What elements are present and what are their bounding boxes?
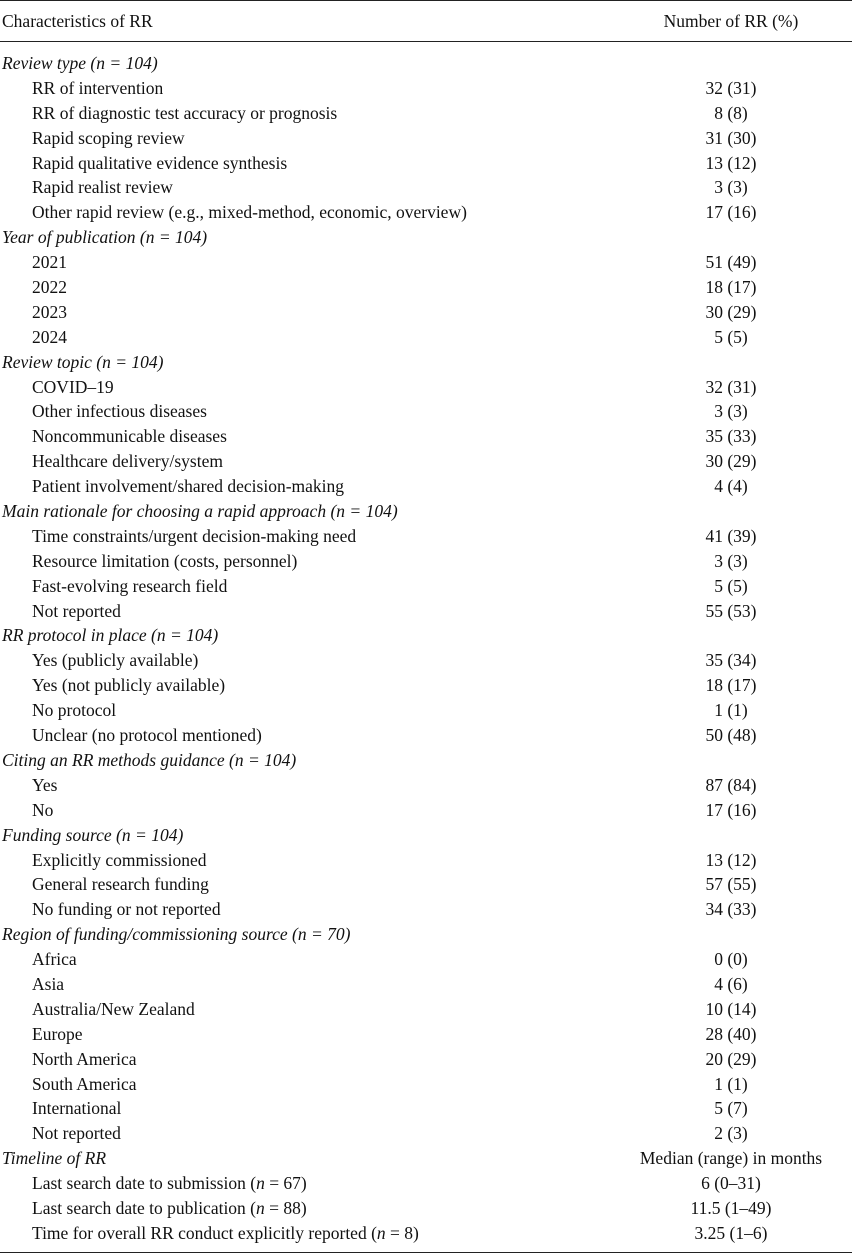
- table-row: [0, 1221, 852, 1246]
- row-value: 57 (55): [705, 874, 757, 895]
- row-value: 13 (12): [705, 849, 757, 870]
- table-row: [0, 76, 852, 101]
- table-row: [0, 574, 852, 599]
- table-row: [0, 673, 852, 698]
- row-label: Patient involvement/shared decision-making: [32, 476, 345, 497]
- section-label: RR protocol in place (n = 104): [2, 625, 219, 646]
- row-label: Australia/New Zealand: [32, 998, 195, 1019]
- row-value: 3.25 (1–6): [694, 1222, 768, 1243]
- row-value: 5 (7): [714, 1098, 748, 1119]
- table-row: [0, 1072, 852, 1097]
- row-label: General research funding: [32, 874, 209, 895]
- table-row: [0, 200, 852, 225]
- row-label: Not reported: [32, 1123, 121, 1144]
- row-value: 50 (48): [705, 725, 757, 746]
- table-bottom-rule: [0, 1252, 852, 1253]
- table-section-row: [0, 922, 852, 947]
- section-label: Review topic (n = 104): [2, 351, 164, 372]
- table-row: [0, 997, 852, 1022]
- row-value: 31 (30): [705, 127, 757, 148]
- row-value: 30 (29): [705, 451, 757, 472]
- table-section-row: [0, 1146, 852, 1171]
- row-value: 32 (31): [705, 77, 757, 98]
- table-row: [0, 1096, 852, 1121]
- row-value: 17 (16): [705, 202, 757, 223]
- table-row: [0, 1047, 852, 1072]
- row-value: 20 (29): [705, 1048, 757, 1069]
- row-value: 10 (14): [705, 998, 757, 1019]
- table-section-row: [0, 748, 852, 773]
- row-value: 32 (31): [705, 376, 757, 397]
- row-label: Rapid realist review: [32, 177, 173, 198]
- table-top-rule: [0, 0, 852, 1]
- row-label: Fast-evolving research field: [32, 575, 228, 596]
- row-value: 13 (12): [705, 152, 757, 173]
- table-section-row: [0, 823, 852, 848]
- row-value: 51 (49): [705, 252, 757, 273]
- table-row: [0, 897, 852, 922]
- section-label: Citing an RR methods guidance (n = 104): [2, 749, 297, 770]
- row-label: Yes: [32, 774, 58, 795]
- table-row: [0, 1121, 852, 1146]
- row-label: Time constraints/urgent decision-making need: [32, 525, 357, 546]
- row-label: Time for overall RR conduct explicitly reported (n = 8): [32, 1222, 419, 1243]
- table-row: [0, 474, 852, 499]
- table-row: [0, 972, 852, 997]
- row-label: Rapid qualitative evidence synthesis: [32, 152, 288, 173]
- table-row: [0, 1196, 852, 1221]
- row-label: Noncommunicable diseases: [32, 426, 227, 447]
- table-body: [0, 51, 852, 1246]
- row-value: 2 (3): [714, 1123, 748, 1144]
- row-value: 41 (39): [705, 525, 757, 546]
- table-row: [0, 698, 852, 723]
- row-value: 55 (53): [705, 600, 757, 621]
- table-row: [0, 599, 852, 624]
- row-value: 6 (0–31): [701, 1173, 761, 1194]
- row-label: Last search date to submission (n = 67): [32, 1173, 307, 1194]
- table-row: [0, 300, 852, 325]
- table-section-row: [0, 51, 852, 76]
- section-label: Region of funding/commissioning source (n = 70): [2, 924, 351, 945]
- row-value: 8 (8): [714, 102, 748, 123]
- table-row: [0, 773, 852, 798]
- table-row: [0, 848, 852, 873]
- row-value: 11.5 (1–49): [690, 1197, 772, 1218]
- row-value: 35 (34): [705, 650, 757, 671]
- section-label: Review type (n = 104): [2, 53, 158, 73]
- row-value: 3 (3): [714, 401, 748, 422]
- row-value: 5 (5): [714, 326, 748, 347]
- table-row: [0, 250, 852, 275]
- row-label: Last search date to publication (n = 88): [32, 1197, 307, 1218]
- row-label: North America: [32, 1048, 137, 1069]
- row-label: Rapid scoping review: [32, 127, 185, 148]
- section-label: Timeline of RR: [2, 1148, 107, 1169]
- row-label: Not reported: [32, 600, 121, 621]
- table-row: [0, 524, 852, 549]
- table-row: [0, 648, 852, 673]
- row-label: Asia: [32, 973, 65, 994]
- table-row: [0, 723, 852, 748]
- row-value: 3 (3): [714, 177, 748, 198]
- row-label: 2022: [32, 277, 67, 298]
- table-row: [0, 399, 852, 424]
- row-label: No funding or not reported: [32, 899, 221, 920]
- row-label: 2024: [32, 326, 67, 347]
- table-row: [0, 275, 852, 300]
- table-row: [0, 325, 852, 350]
- row-value: 4 (6): [714, 973, 748, 994]
- section-label: Main rationale for choosing a rapid approach (n = 104): [2, 501, 398, 522]
- row-label: RR of intervention: [32, 77, 164, 98]
- row-value: 0 (0): [714, 949, 748, 970]
- row-label: South America: [32, 1073, 137, 1094]
- table-row: [0, 375, 852, 400]
- row-label: No protocol: [32, 700, 117, 721]
- row-label: Yes (publicly available): [32, 650, 199, 671]
- table-row: [0, 1022, 852, 1047]
- row-value: 1 (1): [714, 1073, 748, 1094]
- row-value: 35 (33): [705, 426, 757, 447]
- row-label: Explicitly commissioned: [32, 849, 207, 870]
- row-value: 18 (17): [705, 675, 757, 696]
- row-value: 5 (5): [714, 575, 748, 596]
- table-row: [0, 151, 852, 176]
- row-value: 87 (84): [705, 774, 757, 795]
- row-label: No: [32, 799, 54, 820]
- row-label: Resource limitation (costs, personnel): [32, 550, 298, 571]
- table-row: [0, 449, 852, 474]
- table-row: [0, 798, 852, 823]
- table-row: [0, 872, 852, 897]
- row-label: Unclear (no protocol mentioned): [32, 725, 262, 746]
- row-value: Median (range) in months: [639, 1148, 823, 1169]
- row-label: 2023: [32, 301, 67, 322]
- row-label: International: [32, 1098, 122, 1119]
- table-section-row: [0, 499, 852, 524]
- row-value: 34 (33): [705, 899, 757, 920]
- row-label: RR of diagnostic test accuracy or prognosis: [32, 102, 338, 123]
- row-label: Africa: [32, 949, 77, 970]
- column-header-characteristics: Characteristics of RR: [2, 11, 153, 31]
- row-label: Other infectious diseases: [32, 401, 207, 422]
- table-row: [0, 424, 852, 449]
- table-row: [0, 947, 852, 972]
- row-label: COVID–19: [32, 376, 114, 397]
- row-label: Healthcare delivery/system: [32, 451, 223, 472]
- table-row: [0, 1171, 852, 1196]
- table-row: [0, 126, 852, 151]
- table-header-rule: [0, 41, 852, 42]
- row-label: Other rapid review (e.g., mixed-method, economic, overview): [32, 202, 467, 223]
- row-label: Europe: [32, 1023, 83, 1044]
- table-section-row: [0, 350, 852, 375]
- row-value: 28 (40): [705, 1023, 757, 1044]
- row-value: 17 (16): [705, 799, 757, 820]
- table-section-row: [0, 623, 852, 648]
- row-label: 2021: [32, 252, 67, 273]
- row-value: 30 (29): [705, 301, 757, 322]
- row-label: Yes (not publicly available): [32, 675, 226, 696]
- section-label: Year of publication (n = 104): [2, 227, 208, 248]
- row-value: 3 (3): [714, 550, 748, 571]
- section-label: Funding source (n = 104): [2, 824, 184, 845]
- row-value: 4 (4): [714, 476, 748, 497]
- table-section-row: [0, 225, 852, 250]
- row-value: 18 (17): [705, 277, 757, 298]
- table-row: [0, 549, 852, 574]
- row-value: 1 (1): [714, 700, 748, 721]
- table-row: [0, 175, 852, 200]
- column-header-number: Number of RR (%): [663, 11, 799, 31]
- table-row: [0, 101, 852, 126]
